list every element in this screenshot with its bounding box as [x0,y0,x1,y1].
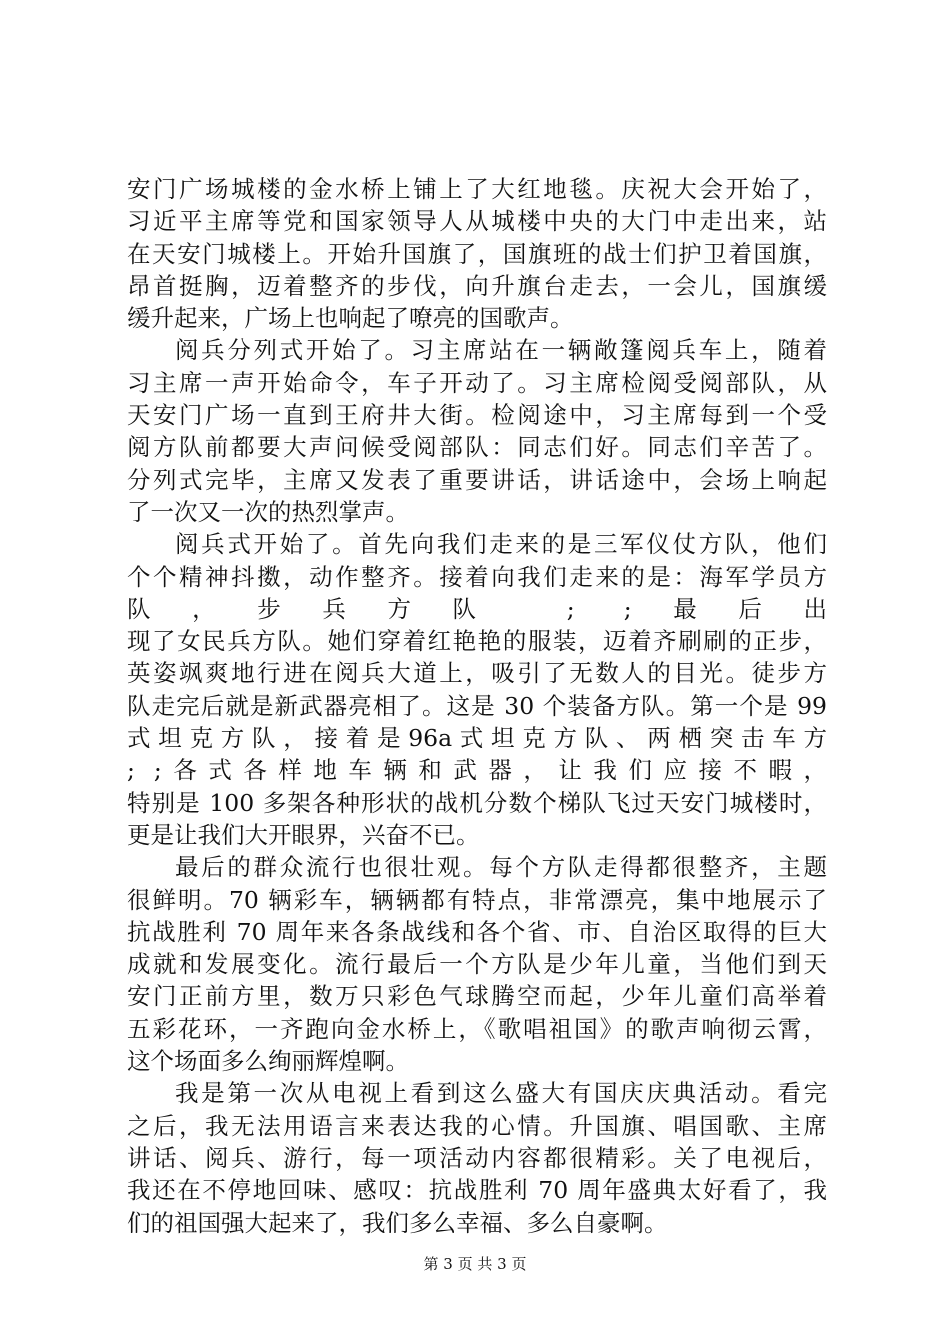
text-line: 讲话、阅兵、游行，每一项活动内容都很精彩。关了电视后， [127,1143,827,1172]
text-line: 昂首挺胸，迈着整齐的步伐，向升旗台走去，一会儿，国旗缓 [127,271,827,300]
text-line: ; ;各式各样地车辆和武器，让我们应接不暇， [127,756,827,785]
text-line: 抗战胜利 70 周年来各条战线和各个省、市、自治区取得的巨大 [127,917,827,946]
text-line: 这个场面多么绚丽辉煌啊。 [127,1047,409,1076]
text-line: 在天安门城楼上。开始升国旗了，国旗班的战士们护卫着国旗， [127,239,827,268]
text-line: 五彩花环，一齐跑向金水桥上，《歌唱祖国》的歌声响彻云霄， [127,1014,827,1043]
text-line: 现了女民兵方队。她们穿着红艳艳的服装，迈着齐刷刷的正步， [127,627,827,656]
text-line: 天安门广场一直到王府井大街。检阅途中，习主席每到一个受 [127,401,827,430]
text-line: 更是让我们大开眼界，兴奋不已。 [127,820,480,849]
text-line: 阅兵式开始了。首先向我们走来的是三军仪仗方队，他们 [175,530,827,559]
text-line: 最后的群众流行也很壮观。每个方队走得都很整齐，主题 [175,853,827,882]
text-line: 缓升起来，广场上也响起了嘹亮的国歌声。 [127,304,574,333]
text-line: 英姿飒爽地行进在阅兵大道上，吸引了无数人的目光。徒步方 [127,659,827,688]
text-line: 们的祖国强大起来了，我们多么幸福、多么自豪啊。 [127,1208,668,1237]
text-line: 阅方队前都要大声问候受阅部队：同志们好。同志们辛苦了。 [127,433,827,462]
text-line: 成就和发展变化。流行最后一个方队是少年儿童，当他们到天 [127,950,827,979]
text-line: 了一次又一次的热烈掌声。 [127,497,409,526]
text-line: 习主席一声开始命令，车子开动了。习主席检阅受阅部队，从 [127,368,827,397]
body-text [127,173,827,1239]
text-line: 很鲜明。70 辆彩车，辆辆都有特点，非常漂亮，集中地展示了 [127,885,827,914]
text-line: 我还在不停地回味、感叹：抗战胜利 70 周年盛典太好看了，我 [127,1176,827,1205]
text-line: 安门正前方里，数万只彩色气球腾空而起，少年儿童们高举着 [127,982,827,1011]
text-line: 习近平主席等党和国家领导人从城楼中央的大门中走出来，站 [127,207,827,236]
text-line: 阅兵分列式开始了。习主席站在一辆敞篷阅兵车上，随着 [175,336,827,365]
text-line: 特别是 100 多架各种形状的战机分数个梯队飞过天安门城楼时， [127,788,827,817]
text-line: 式 坦 克 方 队 ， 接 着 是 96a 式 坦 克 方 队 、 两 栖 突 击 车 方 [127,724,827,753]
page-footer: 第 3 页 共 3 页 [423,1255,527,1273]
text-line: 我是第一次从电视上看到这么盛大有国庆庆典活动。看完 [175,1079,827,1108]
text-line: 之后，我无法用语言来表达我的心情。升国旗、唱国歌、主席 [127,1111,827,1140]
text-line: 分列式完毕，主席又发表了重要讲话，讲话途中，会场上响起 [127,465,827,494]
text-line: 队，步兵方队 ; ;最后出 [127,594,827,623]
text-line: 安门广场城楼的金水桥上铺上了大红地毯。庆祝大会开始了， [127,175,827,203]
text-line: 队走完后就是新武器亮相了。这是 30 个装备方队。第一个是 99 [127,691,827,720]
text-line: 个个精神抖擞，动作整齐。接着向我们走来的是：海军学员方 [127,562,827,591]
